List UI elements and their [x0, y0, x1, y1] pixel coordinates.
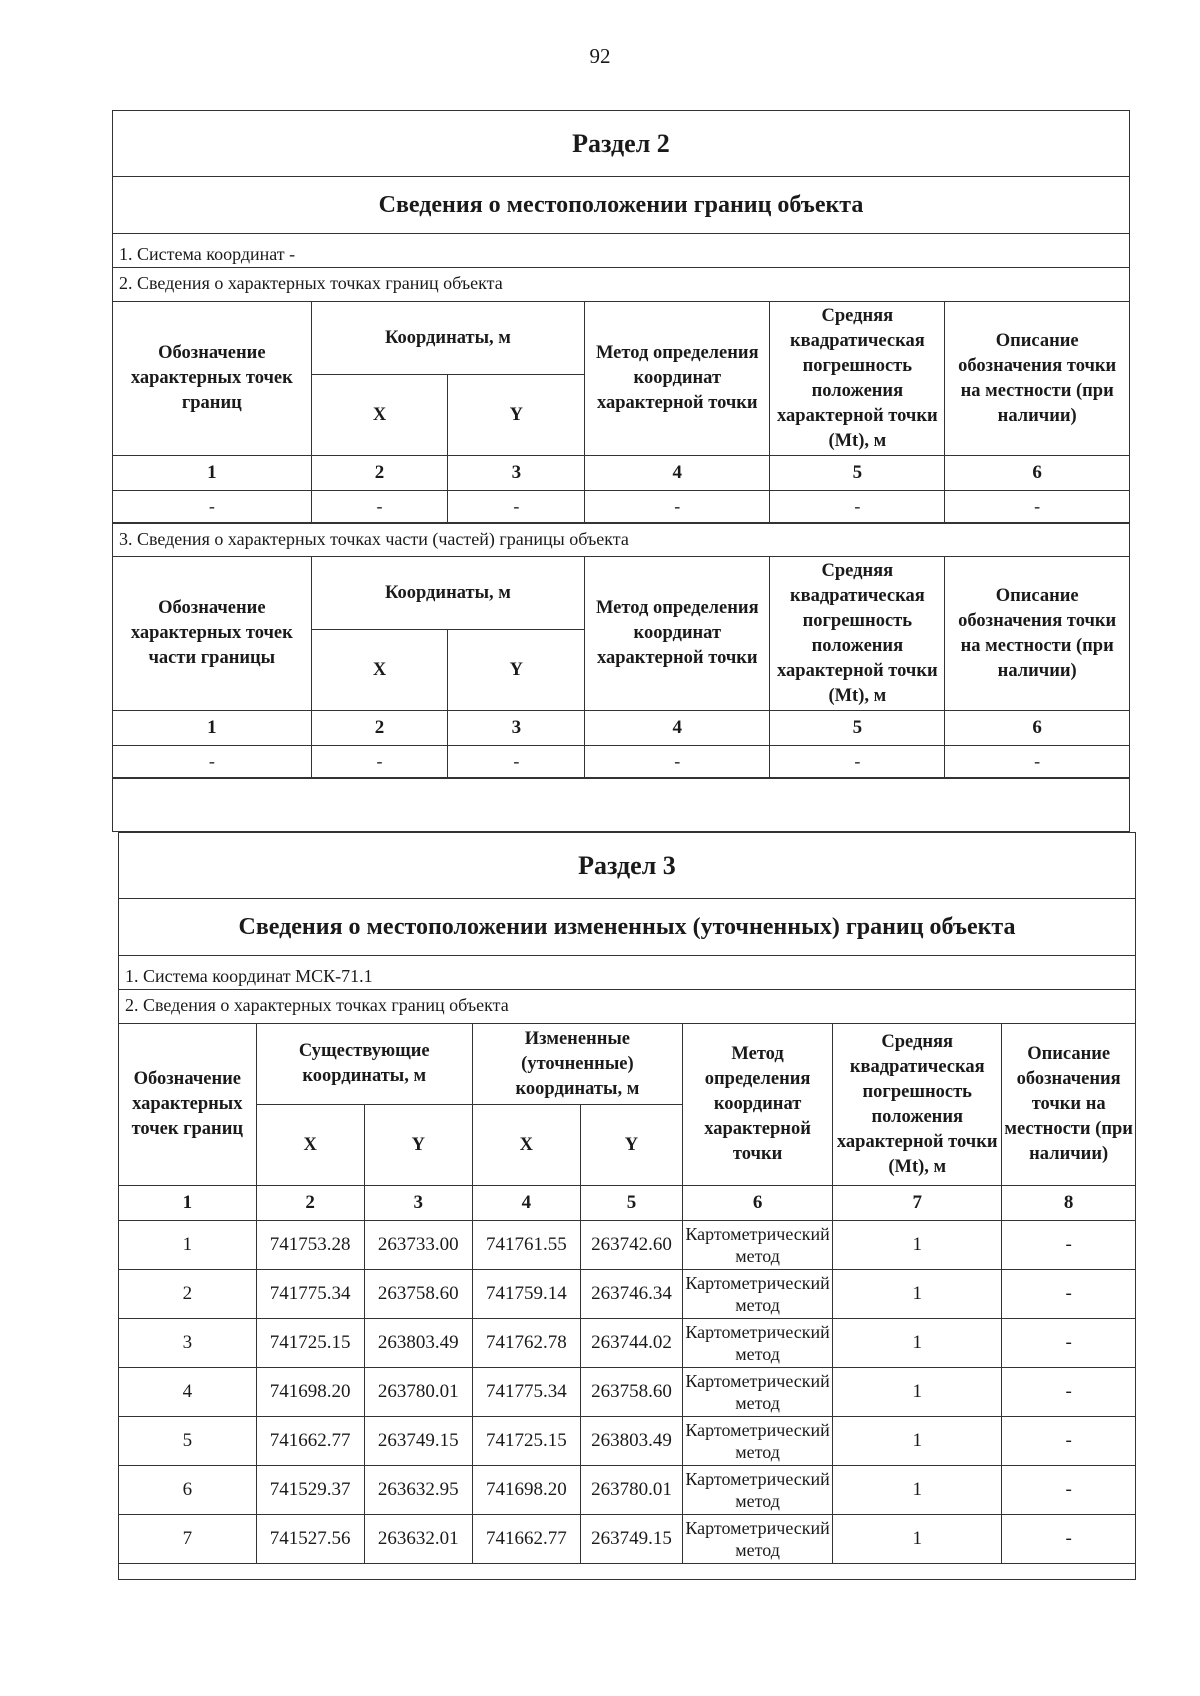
column-number: 3 [448, 711, 585, 746]
table-cell: 6 [119, 1466, 256, 1515]
table-cell: 263803.49 [580, 1417, 682, 1466]
point-rows [119, 1221, 1135, 1564]
table-cell: 263803.49 [364, 1319, 472, 1368]
table-row [119, 1319, 1135, 1368]
table-row [119, 1368, 1135, 1417]
table-cell: - [770, 491, 945, 523]
table-cell: 263742.60 [580, 1221, 682, 1270]
header-designation: Обозначение характерных точек границ [119, 1024, 256, 1186]
header-description: Описание обозначения точки на местности (при наличии) [945, 557, 1129, 711]
table-cell: 263749.15 [364, 1417, 472, 1466]
table-cell: 263632.01 [364, 1515, 472, 1564]
table-cell: - [945, 491, 1129, 523]
table-cell: 1 [119, 1221, 256, 1270]
column-number: 3 [364, 1186, 472, 1221]
header-description: Описание обозначения точки на местности (при наличии) [1002, 1024, 1135, 1186]
header-x: X [256, 1105, 364, 1186]
column-numbers-row [119, 1186, 1135, 1221]
column-number: 5 [770, 711, 945, 746]
column-number: 2 [311, 711, 448, 746]
table-cell: 263733.00 [364, 1221, 472, 1270]
section-3-heading: Раздел 3 [119, 833, 1135, 899]
table-cell: 1 [833, 1319, 1002, 1368]
coord-system-note: 1. Система координат - [113, 234, 1129, 268]
method-cell: Картометрический метод [683, 1221, 833, 1270]
header-method: Метод определения координат характерной точки [585, 557, 770, 711]
header-y: Y [448, 630, 585, 711]
header-existing-coords: Существующие координаты, м [256, 1024, 472, 1105]
column-numbers-row [113, 711, 1129, 746]
header-y: Y [448, 375, 585, 456]
table-cell: 263780.01 [364, 1368, 472, 1417]
column-number: 6 [945, 711, 1129, 746]
coord-system-note: 1. Система координат МСК-71.1 [119, 956, 1135, 990]
method-cell: Картометрический метод [683, 1270, 833, 1319]
table-cell: 2 [119, 1270, 256, 1319]
table-row [113, 746, 1129, 778]
table-cell: - [945, 746, 1129, 778]
changed-boundary-points-table [119, 1023, 1135, 1564]
table-cell: 1 [833, 1368, 1002, 1417]
table-cell: 5 [119, 1417, 256, 1466]
table-cell: - [1002, 1515, 1135, 1564]
column-number: 7 [833, 1186, 1002, 1221]
header-error: Средняя квадратическая погрешность положения характерной точки (Mt), м [770, 557, 945, 711]
table-cell: 741775.34 [256, 1270, 364, 1319]
table-cell: 1 [833, 1417, 1002, 1466]
table-cell: - [113, 491, 311, 523]
table-cell: 741698.20 [472, 1466, 580, 1515]
header-changed-coords: Измененные (уточненные) координаты, м [472, 1024, 682, 1105]
table-cell: 741662.77 [256, 1417, 364, 1466]
column-number: 4 [585, 456, 770, 491]
method-cell: Картометрический метод [683, 1417, 833, 1466]
table-cell: 741725.15 [256, 1319, 364, 1368]
table-cell: 7 [119, 1515, 256, 1564]
header-description: Описание обозначения точки на местности (при наличии) [945, 302, 1129, 456]
column-number: 5 [770, 456, 945, 491]
table-cell: 741527.56 [256, 1515, 364, 1564]
table-cell: 741775.34 [472, 1368, 580, 1417]
method-cell: Картометрический метод [683, 1319, 833, 1368]
table-cell: 1 [833, 1270, 1002, 1319]
header-designation: Обозначение характерных точек границ [113, 302, 311, 456]
column-number: 2 [256, 1186, 364, 1221]
table-cell: 263746.34 [580, 1270, 682, 1319]
table-row [113, 491, 1129, 523]
header-x: X [472, 1105, 580, 1186]
part-points-table [113, 556, 1129, 778]
header-method: Метод определения координат характерной точки [683, 1024, 833, 1186]
column-numbers-row [113, 456, 1129, 491]
table-cell: - [311, 491, 448, 523]
section-2-title: Сведения о местоположении границ объекта [113, 177, 1129, 234]
table-cell: 4 [119, 1368, 256, 1417]
table-cell: - [1002, 1417, 1135, 1466]
header-y: Y [580, 1105, 682, 1186]
table-row [119, 1466, 1135, 1515]
table-cell: 1 [833, 1221, 1002, 1270]
header-x: X [311, 630, 448, 711]
section-2 [112, 110, 1130, 832]
points-title: 2. Сведения о характерных точках границ объекта [119, 273, 503, 293]
column-number: 1 [119, 1186, 256, 1221]
table-cell: - [1002, 1368, 1135, 1417]
table-cell: - [585, 491, 770, 523]
column-number: 1 [113, 711, 311, 746]
table-cell: 741759.14 [472, 1270, 580, 1319]
table-cell: 263632.95 [364, 1466, 472, 1515]
table-cell: 263749.15 [580, 1515, 682, 1564]
table-cell: 1 [833, 1466, 1002, 1515]
table-cell: 741529.37 [256, 1466, 364, 1515]
table-cell: - [1002, 1221, 1135, 1270]
points-title: 2. Сведения о характерных точках границ объекта [125, 995, 509, 1015]
table-cell: - [311, 746, 448, 778]
table-cell: 741762.78 [472, 1319, 580, 1368]
table-row [119, 1515, 1135, 1564]
table-cell: - [1002, 1466, 1135, 1515]
header-error: Средняя квадратическая погрешность положения характерной точки (Mt), м [833, 1024, 1002, 1186]
header-coords: Координаты, м [311, 302, 585, 375]
table-cell: 263758.60 [580, 1368, 682, 1417]
method-cell: Картометрический метод [683, 1466, 833, 1515]
column-number: 4 [472, 1186, 580, 1221]
method-cell: Картометрический метод [683, 1515, 833, 1564]
header-y: Y [364, 1105, 472, 1186]
section-2-heading: Раздел 2 [113, 111, 1129, 177]
table-cell: - [770, 746, 945, 778]
table-cell: 3 [119, 1319, 256, 1368]
table-cell: 741698.20 [256, 1368, 364, 1417]
column-number: 3 [448, 456, 585, 491]
table-row [119, 1221, 1135, 1270]
section-3-title: Сведения о местоположении измененных (уточненных) границ объекта [119, 899, 1135, 956]
table-cell: - [1002, 1270, 1135, 1319]
table-cell: 741662.77 [472, 1515, 580, 1564]
table-cell: - [585, 746, 770, 778]
empty-row [113, 778, 1129, 805]
column-number: 8 [1002, 1186, 1135, 1221]
header-error: Средняя квадратическая погрешность положения характерной точки (Mt), м [770, 302, 945, 456]
table-cell: - [448, 491, 585, 523]
table-row [119, 1270, 1135, 1319]
table-cell: 1 [833, 1515, 1002, 1564]
header-designation: Обозначение характерных точек части границы [113, 557, 311, 711]
table-cell: - [448, 746, 585, 778]
table-cell: - [1002, 1319, 1135, 1368]
table-cell: 741761.55 [472, 1221, 580, 1270]
header-x: X [311, 375, 448, 456]
column-number: 1 [113, 456, 311, 491]
parts-title: 3. Сведения о характерных точках части (частей) границы объекта [113, 523, 1129, 556]
column-number: 4 [585, 711, 770, 746]
section-3 [118, 832, 1136, 1580]
column-number: 5 [580, 1186, 682, 1221]
header-coords: Координаты, м [311, 557, 585, 630]
page-number: 92 [589, 44, 611, 68]
table-cell: 263758.60 [364, 1270, 472, 1319]
table-row [119, 1417, 1135, 1466]
method-cell: Картометрический метод [683, 1368, 833, 1417]
column-number: 6 [683, 1186, 833, 1221]
table-cell: 263780.01 [580, 1466, 682, 1515]
column-number: 6 [945, 456, 1129, 491]
boundary-points-table [113, 301, 1129, 523]
header-method: Метод определения координат характерной точки [585, 302, 770, 456]
table-cell: 741753.28 [256, 1221, 364, 1270]
table-cell: - [113, 746, 311, 778]
table-cell: 741725.15 [472, 1417, 580, 1466]
table-cell: 263744.02 [580, 1319, 682, 1368]
column-number: 2 [311, 456, 448, 491]
